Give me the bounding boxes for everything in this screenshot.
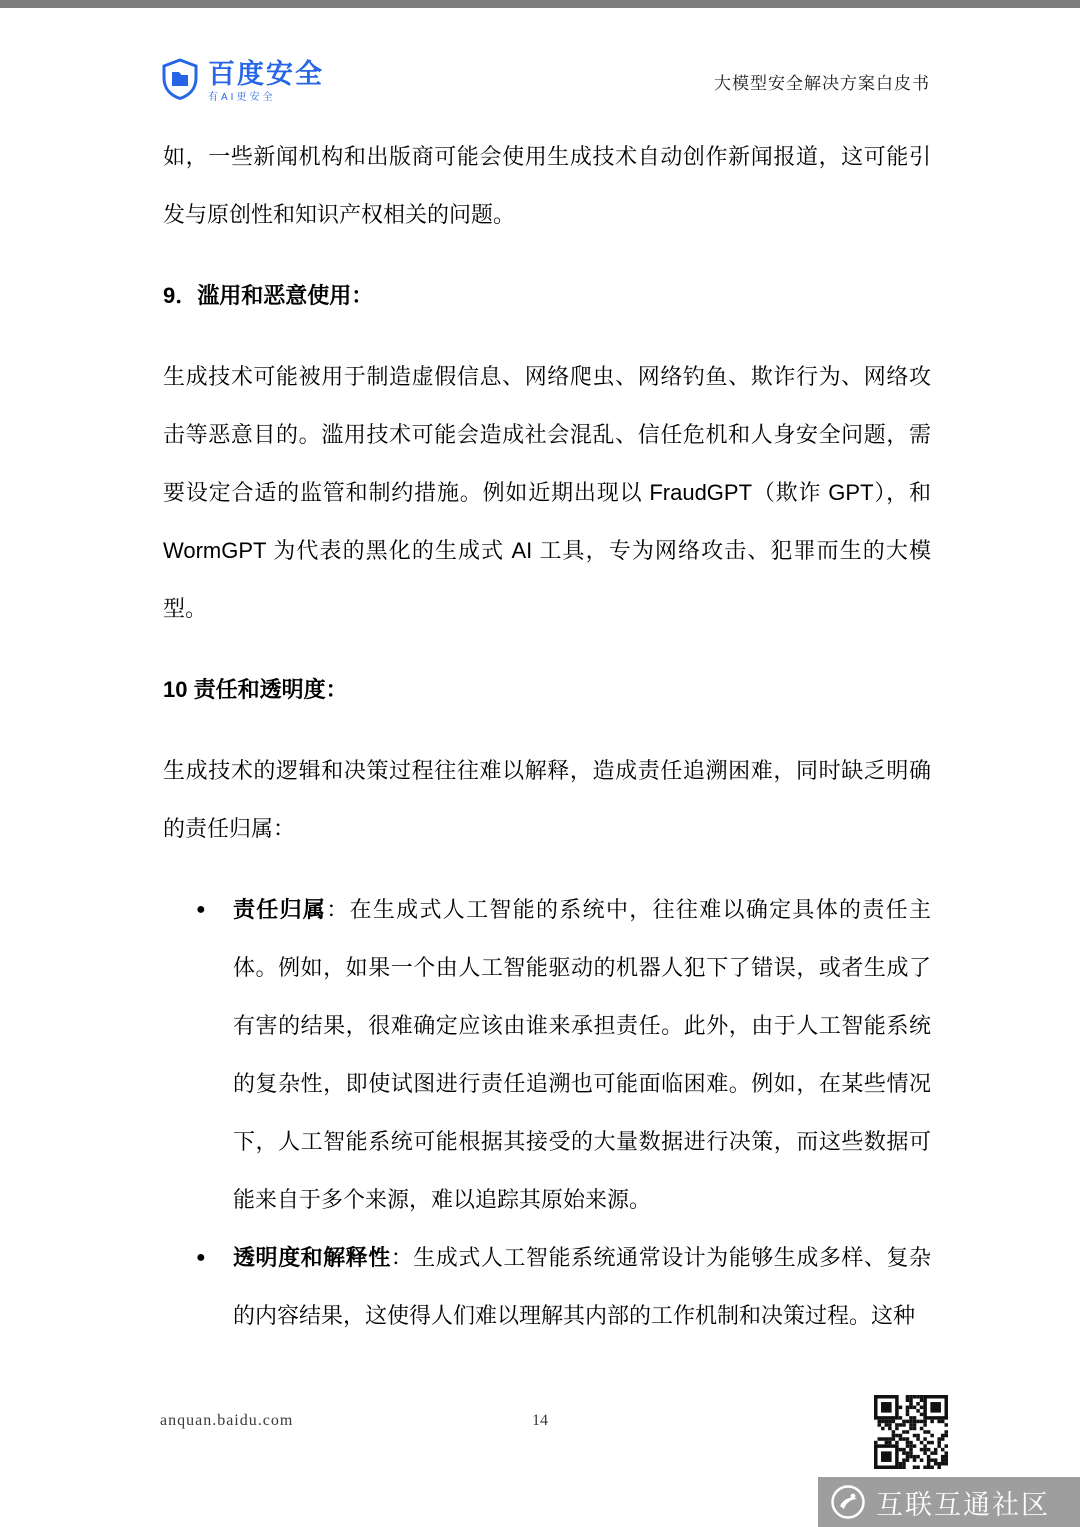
document-title: 大模型安全解决方案白皮书	[714, 74, 930, 93]
bullet-term: 透明度和解释性	[233, 1245, 391, 1270]
bullet-item-responsibility	[196, 881, 931, 1229]
heading-responsibility: 10 责任和透明度：	[163, 677, 348, 702]
bullet-list	[196, 881, 931, 1345]
bullet-icon: ●	[196, 901, 206, 918]
heading-misuse: 9．滥用和恶意使用：	[163, 283, 374, 308]
paragraph-responsibility: 生成技术的逻辑和决策过程往往难以解释，造成责任追溯困难，同时缺乏明确的责任归属：	[163, 758, 931, 841]
paragraph-intro: 如，一些新闻机构和出版商可能会使用生成技术自动创作新闻报道，这可能引发与原创性和知识产权相关的问题。	[163, 144, 931, 227]
paragraph-misuse: 生成技术可能被用于制造虚假信息、网络爬虫、网络钓鱼、欺诈行为、网络攻击等恶意目的。滥用技术可能会造成社会混乱、信任危机和人身安全问题，需要设定合适的监管和制约措施。例如近期出现以 FraudGPT（欺诈 GPT），和 WormGPT 为代表的黑化的生成式 AI 工具，专为网络攻击、犯罪而生的大模型。	[163, 364, 931, 621]
top-border	[0, 0, 1080, 8]
baidu-security-logo	[160, 58, 324, 105]
qr-code	[874, 1395, 948, 1469]
bullet-icon: ●	[196, 1249, 206, 1266]
logo-slogan: 有AI更安全	[208, 91, 276, 103]
bullet-item-transparency	[196, 1229, 931, 1345]
bullet-term: 责任归属	[233, 897, 327, 922]
watermark-banner	[818, 1477, 1080, 1527]
bullet-text: ：在生成式人工智能的系统中，往往难以确定具体的责任主体。例如，如果一个由人工智能驱动的机器人犯下了错误，或者生成了有害的结果，很难确定应该由谁来承担责任。此外，由于人工智能系统的复杂性，即使试图进行责任追溯也可能面临困难。例如，在某些情况下，人工智能系统可能根据其接受的大量数据进行决策，而这些数据可能来自于多个来源，难以追踪其原始来源。	[233, 897, 931, 1212]
community-logo-icon	[830, 1484, 866, 1520]
footer-site-url: anquan.baidu.com	[160, 1412, 294, 1429]
logo-text: 百度安全	[208, 59, 324, 90]
page-header	[160, 58, 930, 105]
bullet-text: ：生成式人工智能系统通常设计为能够生成多样、复杂的内容结果，这使得人们难以理解其内部的工作机制和决策过程。这种	[233, 1245, 931, 1328]
shield-logo-icon	[160, 58, 200, 105]
watermark-text: 互联互通社区	[876, 1489, 1050, 1520]
document-body	[163, 128, 931, 1345]
page-number: 14	[532, 1412, 548, 1429]
